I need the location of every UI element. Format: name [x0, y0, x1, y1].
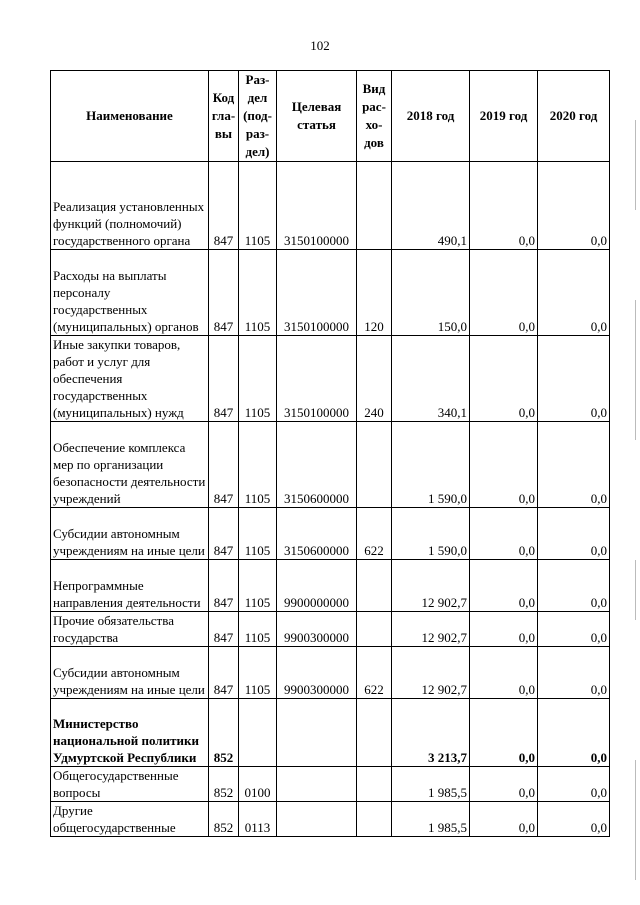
table-row — [51, 336, 610, 422]
cell-name: Реализация установленных функций (полномочий) государственного органа — [51, 162, 209, 250]
cell-y2020: 0,0 — [538, 612, 610, 647]
cell-chapter: 847 — [209, 612, 239, 647]
cell-expense: 622 — [357, 647, 392, 699]
cell-y2020: 0,0 — [538, 250, 610, 336]
cell-chapter: 847 — [209, 647, 239, 699]
cell-expense: 622 — [357, 508, 392, 560]
cell-expense — [357, 767, 392, 802]
page-number: 102 — [310, 38, 330, 53]
table-row — [51, 162, 610, 250]
cell-section: 1105 — [239, 612, 277, 647]
cell-expense — [357, 560, 392, 612]
cell-expense — [357, 802, 392, 837]
cell-expense — [357, 699, 392, 767]
cell-y2019: 0,0 — [470, 508, 538, 560]
header-2019: 2019 год — [470, 71, 538, 162]
cell-y2019: 0,0 — [470, 802, 538, 837]
cell-y2018: 1 985,5 — [392, 767, 470, 802]
cell-chapter: 852 — [209, 767, 239, 802]
cell-target: 3150100000 — [277, 250, 357, 336]
cell-y2018: 1 985,5 — [392, 802, 470, 837]
cell-name: Общегосударственные вопросы — [51, 767, 209, 802]
cell-y2020: 0,0 — [538, 508, 610, 560]
cell-chapter: 852 — [209, 699, 239, 767]
cell-name: Министерство национальной политики Удмуртской Республики — [51, 699, 209, 767]
cell-y2018: 12 902,7 — [392, 612, 470, 647]
cell-name: Иные закупки товаров, работ и услуг для обеспечения государственных (муниципальных) нужд — [51, 336, 209, 422]
header-name: Наименование — [51, 71, 209, 162]
table-row — [51, 647, 610, 699]
cell-target: 3150100000 — [277, 336, 357, 422]
cell-name: Непрограммные направления деятельности — [51, 560, 209, 612]
cell-y2020: 0,0 — [538, 162, 610, 250]
scan-edge-mark — [635, 120, 636, 210]
cell-y2019: 0,0 — [470, 422, 538, 508]
header-2020: 2020 год — [538, 71, 610, 162]
table-row — [51, 250, 610, 336]
cell-target: 3150100000 — [277, 162, 357, 250]
table-row — [51, 508, 610, 560]
cell-y2019: 0,0 — [470, 560, 538, 612]
cell-y2018: 1 590,0 — [392, 508, 470, 560]
cell-y2019: 0,0 — [470, 612, 538, 647]
cell-chapter: 847 — [209, 422, 239, 508]
cell-section: 0100 — [239, 767, 277, 802]
cell-target — [277, 767, 357, 802]
cell-target: 9900000000 — [277, 560, 357, 612]
cell-y2020: 0,0 — [538, 336, 610, 422]
scan-edge-mark — [635, 300, 636, 440]
cell-chapter: 847 — [209, 560, 239, 612]
cell-name: Прочие обязательства государства — [51, 612, 209, 647]
cell-y2018: 1 590,0 — [392, 422, 470, 508]
cell-target — [277, 699, 357, 767]
cell-section: 1105 — [239, 508, 277, 560]
header-2018: 2018 год — [392, 71, 470, 162]
budget-table — [50, 70, 610, 837]
cell-y2019: 0,0 — [470, 336, 538, 422]
cell-section: 1105 — [239, 250, 277, 336]
table-row — [51, 612, 610, 647]
cell-y2018: 12 902,7 — [392, 560, 470, 612]
cell-expense — [357, 612, 392, 647]
table-row — [51, 767, 610, 802]
table-row — [51, 699, 610, 767]
header-chapter: Код гла- вы — [209, 71, 239, 162]
cell-y2020: 0,0 — [538, 802, 610, 837]
cell-y2020: 0,0 — [538, 699, 610, 767]
cell-y2019: 0,0 — [470, 162, 538, 250]
cell-y2020: 0,0 — [538, 560, 610, 612]
cell-chapter: 847 — [209, 508, 239, 560]
cell-section: 1105 — [239, 162, 277, 250]
cell-expense: 120 — [357, 250, 392, 336]
table-row — [51, 422, 610, 508]
cell-y2018: 490,1 — [392, 162, 470, 250]
cell-section: 0113 — [239, 802, 277, 837]
cell-section — [239, 699, 277, 767]
cell-y2018: 340,1 — [392, 336, 470, 422]
cell-y2020: 0,0 — [538, 422, 610, 508]
cell-section: 1105 — [239, 336, 277, 422]
cell-y2020: 0,0 — [538, 767, 610, 802]
cell-chapter: 847 — [209, 162, 239, 250]
cell-name: Другие общегосударственные — [51, 802, 209, 837]
table-body — [51, 162, 610, 837]
cell-target — [277, 802, 357, 837]
header-target: Целевая статья — [277, 71, 357, 162]
cell-section: 1105 — [239, 560, 277, 612]
cell-name: Субсидии автономным учреждениям на иные цели — [51, 508, 209, 560]
cell-expense: 240 — [357, 336, 392, 422]
scan-edge-mark — [635, 760, 636, 880]
cell-target: 9900300000 — [277, 647, 357, 699]
cell-chapter: 847 — [209, 250, 239, 336]
cell-y2018: 150,0 — [392, 250, 470, 336]
cell-expense — [357, 162, 392, 250]
cell-section: 1105 — [239, 422, 277, 508]
cell-target: 3150600000 — [277, 422, 357, 508]
cell-y2019: 0,0 — [470, 250, 538, 336]
table-row — [51, 560, 610, 612]
cell-y2018: 3 213,7 — [392, 699, 470, 767]
cell-y2019: 0,0 — [470, 647, 538, 699]
cell-y2019: 0,0 — [470, 767, 538, 802]
cell-target: 9900300000 — [277, 612, 357, 647]
header-expense: Вид рас- хо- дов — [357, 71, 392, 162]
cell-name: Обеспечение комплекса мер по организации безопасности деятельности учреждений — [51, 422, 209, 508]
cell-chapter: 852 — [209, 802, 239, 837]
cell-y2019: 0,0 — [470, 699, 538, 767]
scan-edge-mark — [635, 560, 636, 620]
cell-expense — [357, 422, 392, 508]
cell-chapter: 847 — [209, 336, 239, 422]
cell-y2018: 12 902,7 — [392, 647, 470, 699]
cell-name: Субсидии автономным учреждениям на иные цели — [51, 647, 209, 699]
cell-target: 3150600000 — [277, 508, 357, 560]
table-row — [51, 802, 610, 837]
header-row — [51, 71, 610, 162]
cell-name: Расходы на выплаты персоналу государственных (муниципальных) органов — [51, 250, 209, 336]
cell-y2020: 0,0 — [538, 647, 610, 699]
cell-section: 1105 — [239, 647, 277, 699]
header-section: Раз- дел (под- раз- дел) — [239, 71, 277, 162]
